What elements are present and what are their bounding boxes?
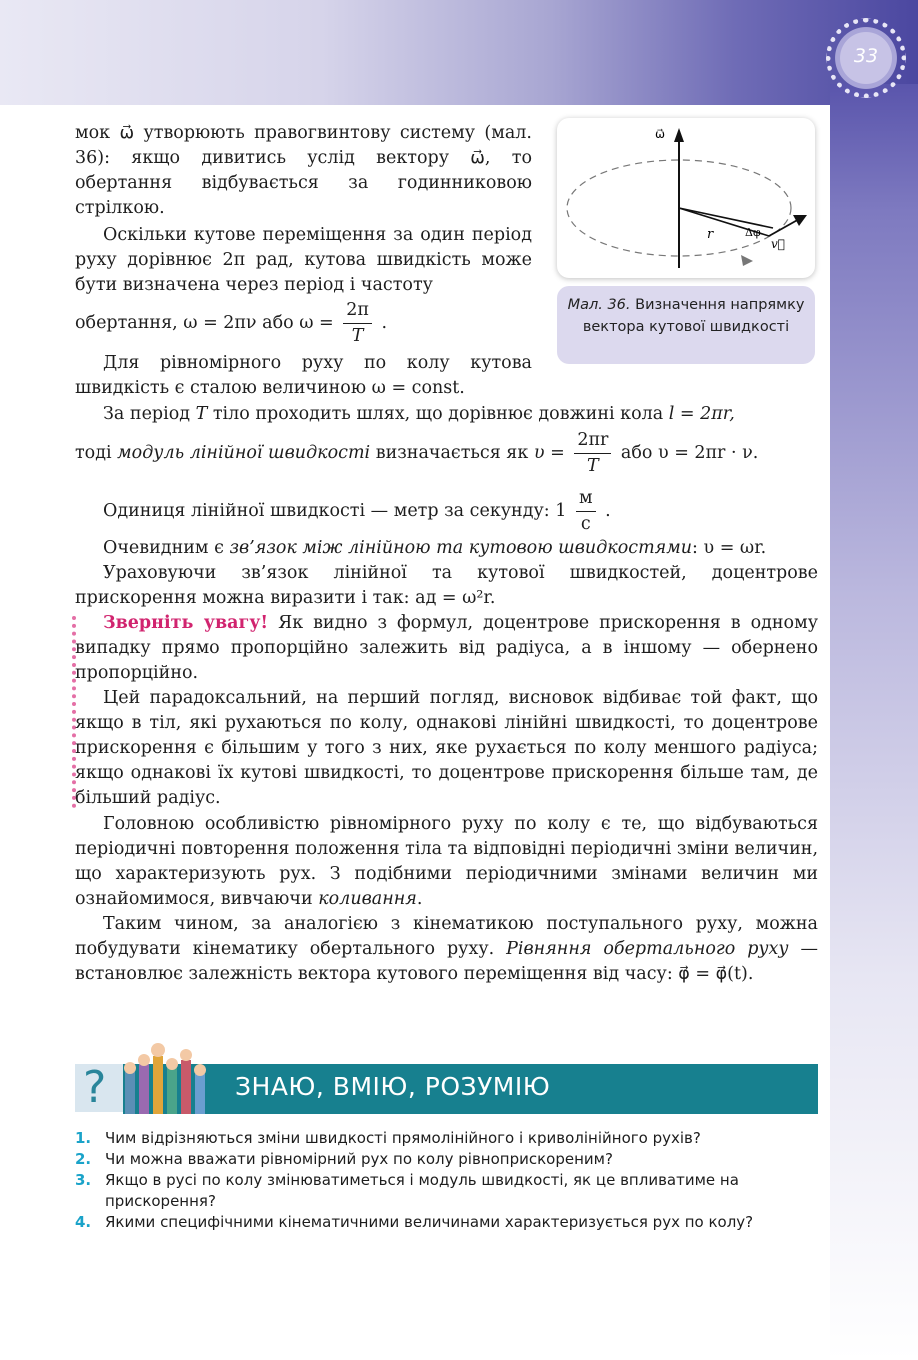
question-mark-box: [75, 1064, 123, 1112]
v-label: v⃗: [771, 237, 785, 251]
p4-c: l = 2πr,: [668, 404, 735, 424]
p4-v-eq: υ =: [533, 443, 565, 463]
radius-line-1: [679, 208, 773, 228]
formula-end: .: [381, 313, 388, 333]
paragraph-5: [75, 486, 611, 537]
p4-line2-italic: модуль лінійної швидкості: [117, 443, 371, 463]
decorative-sidebar: [830, 84, 918, 1360]
question-text: Чим відрізняються зміни швидкості прямолінійного і криволінійного рухів?: [105, 1129, 701, 1147]
question-number: 3.: [75, 1171, 92, 1189]
p5-post: .: [605, 501, 611, 521]
fraction-denominator: T: [586, 456, 599, 476]
figure-caption: [557, 286, 815, 364]
figure-36: [557, 118, 815, 278]
paragraph-1: мок ω⃗ утворюють правогвинтову систему (мал. 36): якщо дивитись услід вектору ω⃗, то обертання відбувається за годинниковою стрілкою.: [75, 123, 532, 218]
page-header-banner: [0, 0, 918, 105]
page-number-badge: [826, 18, 906, 98]
fraction-2pi-t: [343, 298, 372, 349]
note-label: Зверніть увагу!: [103, 613, 269, 633]
paragraph-9: [75, 812, 818, 912]
question-number: 2.: [75, 1150, 92, 1168]
fraction-denominator: T: [351, 326, 364, 346]
paragraph-4-line-1: [75, 402, 818, 427]
p4-b: тіло проходить шлях, що дорівнює довжині кола: [212, 404, 664, 424]
p4-line2-pre: тоді: [75, 443, 112, 463]
r-label: r: [707, 227, 714, 242]
p4-T: T: [195, 404, 208, 424]
paragraph-8: Цей парадоксальний, на перший погляд, висновок відбиває той факт, що якщо в тіл, які рухаються по колу, однакові лінійні швидкості, то доцентрове прискорення є більшим у того з них, яке рухається по колу меншого радіуса; якщо однакові їх кутові швидкості, то доцентрове прискорення більше там, де більший радіус.: [75, 688, 818, 808]
question-text: Якими специфічними кінематичними величинами характеризується рух по колу?: [105, 1213, 754, 1231]
raised-hands-icon: [121, 1038, 221, 1114]
question-text: Чи можна вважати рівномірний рух по колу рівноприскореним?: [105, 1150, 613, 1168]
page-number: 33: [853, 45, 879, 67]
paragraph-4-line-2: [75, 428, 758, 479]
rotation-diagram: [557, 118, 815, 278]
rotation-direction-arrow: [741, 255, 753, 266]
question-item: [75, 1170, 820, 1212]
fraction-numerator: 2πr: [574, 428, 611, 454]
paragraph-7: Ураховуючи зв’язок лінійної та кутової швидкостей, доцентрове прискорення можна виразити і так: aд = ω²r.: [75, 563, 818, 608]
p4-a: За період: [103, 404, 191, 424]
question-item: [75, 1128, 820, 1149]
paragraph-3: Для рівномірного руху по колу кутова швидкість є сталою величиною ω = const.: [75, 353, 532, 398]
paragraph-6: [75, 536, 766, 561]
p9-italic: коливання: [318, 889, 417, 909]
angular-velocity-formula: [75, 298, 387, 349]
questions-list: [75, 1128, 820, 1233]
fraction-numerator: м: [576, 486, 596, 512]
p5-pre: Одиниця лінійної швидкості — метр за секунду: 1: [103, 501, 567, 521]
fraction-denominator: с: [580, 514, 591, 534]
p10-pre: Таким чином, за аналогією з кінематикою поступального руху, можна побудувати кінематику обертального руху.: [75, 914, 818, 959]
formula-text: обертання, ω = 2πν або ω =: [75, 313, 334, 333]
p10-italic: Рівняння обертального руху: [506, 939, 789, 959]
paragraph-10: [75, 912, 818, 987]
question-text: Якщо в русі по колу змінюватиметься і модуль швидкості, як це впливатиме на прискорення?: [105, 1171, 739, 1210]
caption-text: Визначення напрямку вектора кутової швидкості: [582, 297, 805, 335]
fraction-2pir-t: [574, 428, 611, 479]
omega-arrowhead: [674, 128, 684, 142]
omega-label: ω⃗: [655, 127, 666, 141]
p4-line2-mid: визначається як: [375, 443, 529, 463]
p9-post: .: [416, 889, 423, 909]
fraction-numerator: 2π: [343, 298, 372, 324]
fraction-m-s: [576, 486, 596, 537]
note-paragraph: [75, 611, 818, 686]
paragraph-2: Оскільки кутове переміщення за один період руху дорівнює 2π рад, кутова швидкість може бути визначена через період і частоту: [75, 225, 532, 295]
question-number: 4.: [75, 1213, 92, 1231]
p6-italic: зв’язок між лінійною та кутовою швидкостями: [229, 538, 693, 558]
question-item: [75, 1149, 820, 1170]
p6-pre: Очевидним є: [103, 538, 224, 558]
question-item: [75, 1212, 820, 1233]
note-text: Як видно з формул, доцентрове прискорення в одному випадку прямо пропорційно залежить від радіуса, а в іншому — обернено пропорційно.: [75, 613, 818, 683]
dphi-label: Δφ: [745, 226, 761, 239]
p9-pre: Головною особливістю рівномірного руху по колу є те, що відбуваються періодичні повторення положення тіла та відповідні періодичні зміни величин, що характеризують рух. З подібними періодичними змінами величин ми ознайомимося, вивчаючи: [75, 814, 819, 909]
caption-label: Мал. 36.: [567, 297, 631, 313]
p4-line2-end: або υ = 2πr · ν.: [620, 443, 759, 463]
question-mark-icon: ?: [83, 1062, 107, 1113]
p6-post: : υ = ωr.: [692, 538, 767, 558]
p10-post: — встановлює залежність вектора кутового переміщення від часу: φ⃗ = φ⃗(t).: [75, 939, 818, 984]
question-number: 1.: [75, 1129, 92, 1147]
section-banner: [75, 1062, 818, 1114]
section-title: ЗНАЮ, ВМІЮ, РОЗУМІЮ: [235, 1072, 551, 1101]
